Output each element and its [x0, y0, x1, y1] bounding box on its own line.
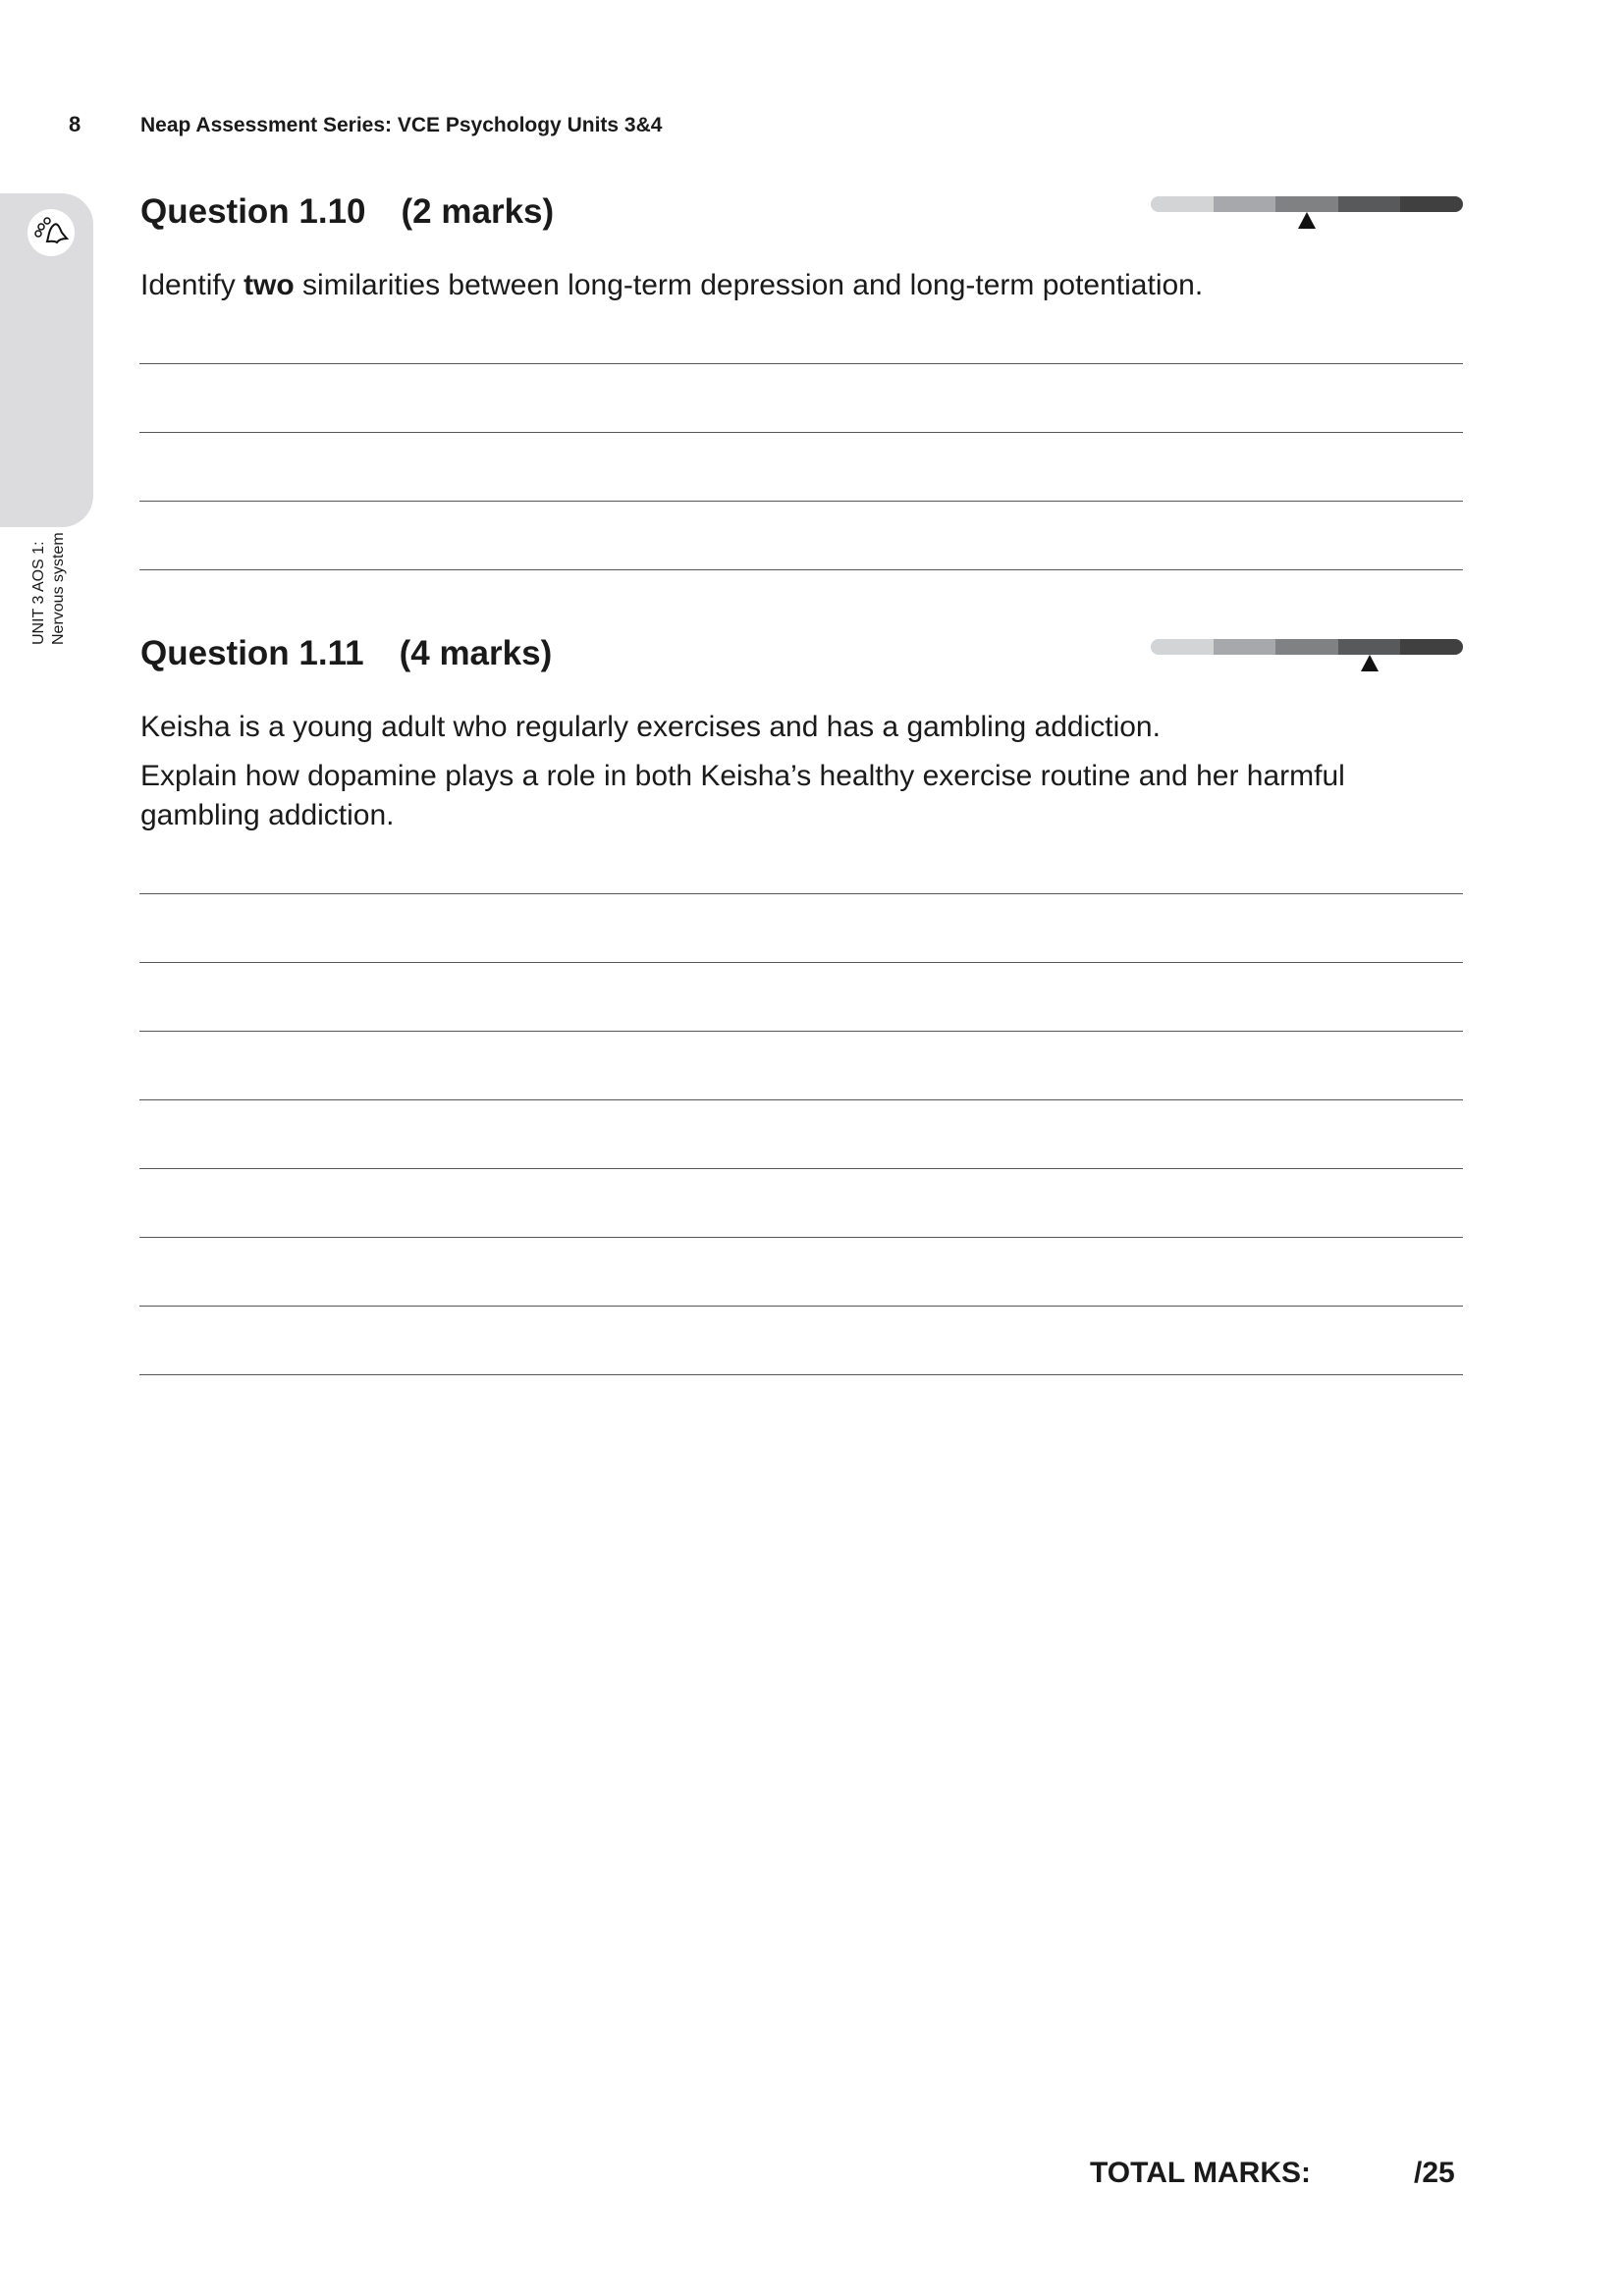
- total-marks-label: TOTAL MARKS:: [1090, 2157, 1311, 2189]
- answer-line[interactable]: [139, 1237, 1463, 1238]
- question-stem: Keisha is a young adult who regularly exercises and has a gambling addiction.: [140, 711, 1161, 743]
- answer-line[interactable]: [139, 893, 1463, 894]
- total-marks-value: /25: [1414, 2157, 1455, 2189]
- answer-line[interactable]: [139, 1099, 1463, 1100]
- question-text: Identify two similarities between long-term depression and long-term potentiation.: [140, 269, 1204, 301]
- answer-line[interactable]: [139, 569, 1463, 570]
- difficulty-segment: [1151, 639, 1214, 655]
- difficulty-bar: [1151, 196, 1463, 212]
- page-number: 8: [69, 112, 81, 136]
- difficulty-segment: [1275, 639, 1338, 655]
- answer-line[interactable]: [139, 501, 1463, 502]
- difficulty-segment: [1275, 196, 1338, 212]
- question-number: Question 1.10: [140, 192, 366, 231]
- difficulty-marker-icon: [1298, 212, 1316, 229]
- neuron-icon: [27, 209, 75, 256]
- question-number: Question 1.11: [140, 634, 364, 672]
- unit-side-tab: [0, 193, 93, 645]
- unit-label-line2: Nervous system: [50, 532, 67, 645]
- difficulty-segment: [1214, 196, 1276, 212]
- answer-line[interactable]: [139, 1374, 1463, 1375]
- difficulty-segment: [1400, 196, 1463, 212]
- answer-line[interactable]: [139, 1168, 1463, 1169]
- unit-label: [29, 532, 69, 645]
- unit-label-line1: UNIT 3 AOS 1:: [30, 541, 47, 645]
- answer-line[interactable]: [139, 432, 1463, 433]
- running-header: Neap Assessment Series: VCE Psychology Units 3&4: [140, 114, 663, 136]
- answer-line[interactable]: [139, 363, 1463, 364]
- answer-line[interactable]: [139, 1306, 1463, 1307]
- difficulty-segment: [1338, 639, 1401, 655]
- question-heading: [140, 634, 587, 673]
- question-marks: (4 marks): [399, 634, 553, 672]
- answer-line[interactable]: [139, 1031, 1463, 1032]
- difficulty-bar: [1151, 639, 1463, 655]
- difficulty-segment: [1151, 196, 1214, 212]
- difficulty-segment: [1338, 196, 1401, 212]
- question-task: Explain how dopamine plays a role in both Keisha’s healthy exercise routine and her harmful gambling addiction.: [140, 760, 1345, 831]
- question-marks: (2 marks): [401, 192, 555, 231]
- difficulty-marker-icon: [1361, 655, 1379, 671]
- question-heading: [140, 192, 589, 232]
- answer-line[interactable]: [139, 962, 1463, 963]
- difficulty-segment: [1400, 639, 1463, 655]
- difficulty-segment: [1214, 639, 1276, 655]
